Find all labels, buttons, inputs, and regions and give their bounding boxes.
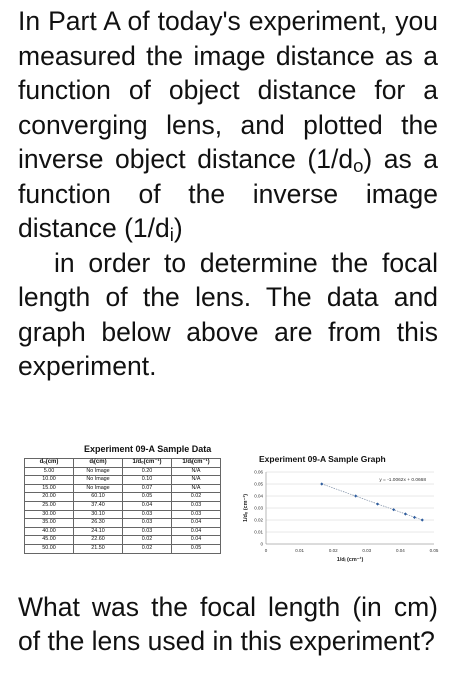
x-tick-label: 0.01 [295,548,304,553]
table-cell: 0.03 [172,501,221,510]
table-cell: 50.00 [25,544,74,553]
table-title: Experiment 09-A Sample Data [84,444,212,454]
table-cell: No Image [74,476,123,485]
x-tick-label: 0 [264,548,268,553]
table-cell: 0.03 [123,519,172,528]
sample-data-table [24,458,221,554]
table-cell: 0.05 [123,493,172,502]
table-cell: 0.03 [172,510,221,519]
table-cell: 40.00 [25,527,74,536]
table-header-row [25,459,221,468]
table-cell: 0.02 [123,536,172,545]
x-tick-label: 0.03 [362,548,372,553]
table-header-cell: dᵢ(cm) [74,459,123,468]
y-tick-label: 0.06 [254,469,263,475]
table-cell: No Image [74,467,123,476]
problem-statement [18,4,438,384]
y-tick-label: 0.04 [254,493,263,499]
table-cell: No Image [74,484,123,493]
experiment-figure [14,440,444,580]
data-point [320,482,323,485]
table-cell: 30.10 [74,510,123,519]
table-row [25,527,221,536]
table-cell: 45.00 [25,536,74,545]
table-header-cell: dₒ(cm) [25,459,74,468]
y-tick-label: 0.01 [254,529,263,535]
table-header-cell: 1/dₒ(cm⁻¹) [123,459,172,468]
data-point [413,516,416,519]
table-cell: N/A [172,484,221,493]
table-cell: 24.10 [74,527,123,536]
table-row [25,493,221,502]
table-cell: 5.00 [25,467,74,476]
table-cell: 35.00 [25,519,74,528]
table-header-cell: 1/dᵢ(cm⁻¹) [172,459,221,468]
intro-text-d: in order to determine the focal length of the lens. The data and graph below above are from this experiment. [18,247,438,381]
table-row [25,544,221,553]
table-cell: 0.03 [123,510,172,519]
y-tick-label: 0.03 [254,505,263,511]
y-tick-label: 0.05 [254,481,263,487]
table-row [25,501,221,510]
table-row [25,476,221,485]
y-axis-label: 1/dₒ (cm⁻¹) [243,493,249,523]
table-cell: 0.20 [123,467,172,476]
table-cell: 21.50 [74,544,123,553]
table-cell: 0.05 [172,544,221,553]
intro-text-c: ) [173,213,183,243]
graph-title: Experiment 09-A Sample Graph [259,454,386,464]
y-tick-label: 0 [260,541,263,547]
table-row [25,484,221,493]
x-tick-label: 0.02 [328,548,338,553]
x-tick-label: 0.05 [429,548,439,553]
table-cell: 25.00 [25,501,74,510]
table-cell: 0.10 [123,476,172,485]
x-axis-label: 1/dᵢ (cm⁻¹) [336,557,364,563]
table-cell: 60.10 [74,493,123,502]
table-cell: 22.60 [74,536,123,545]
data-point [421,518,424,521]
table-cell: 15.00 [25,484,74,493]
y-tick-label: 0.02 [254,517,263,523]
table-cell: 0.04 [123,501,172,510]
table-cell: 0.07 [123,484,172,493]
sample-graph [242,466,442,576]
question-text: What was the focal length (in cm) of the lens used in this experiment? [18,592,438,656]
table-cell: 37.40 [74,501,123,510]
subscript-i: i [169,224,174,245]
table-cell: 26.30 [74,519,123,528]
table-cell: 0.02 [123,544,172,553]
data-point [354,494,357,497]
data-point [404,512,407,515]
table-cell: 0.02 [172,493,221,502]
table-cell: N/A [172,476,221,485]
table-cell: 20.00 [25,493,74,502]
table-row [25,467,221,476]
table-cell: 0.04 [172,536,221,545]
table-cell: 0.04 [172,519,221,528]
subscript-o: o [353,155,364,176]
table-cell: 30.00 [25,510,74,519]
trendline-equation: y = -1.0062x + 0.0668 [379,478,426,483]
table-cell: 10.00 [25,476,74,485]
table-row [25,519,221,528]
intro-text-b: ) as a function of the inverse image distance (1/d [18,144,439,243]
intro-text-a: In Part A of today's experiment, you measured the image distance as a function of object distance for a converging lens, and plotted the inverse object distance (1/d [18,6,438,174]
x-tick-label: 0.04 [396,548,405,553]
table-body [25,467,221,553]
data-point [376,502,379,505]
table-cell: 0.03 [123,527,172,536]
data-point [392,508,395,511]
table-cell: 0.04 [172,527,221,536]
trendline [322,484,422,520]
table-row [25,536,221,545]
table-row [25,510,221,519]
table-cell: N/A [172,467,221,476]
